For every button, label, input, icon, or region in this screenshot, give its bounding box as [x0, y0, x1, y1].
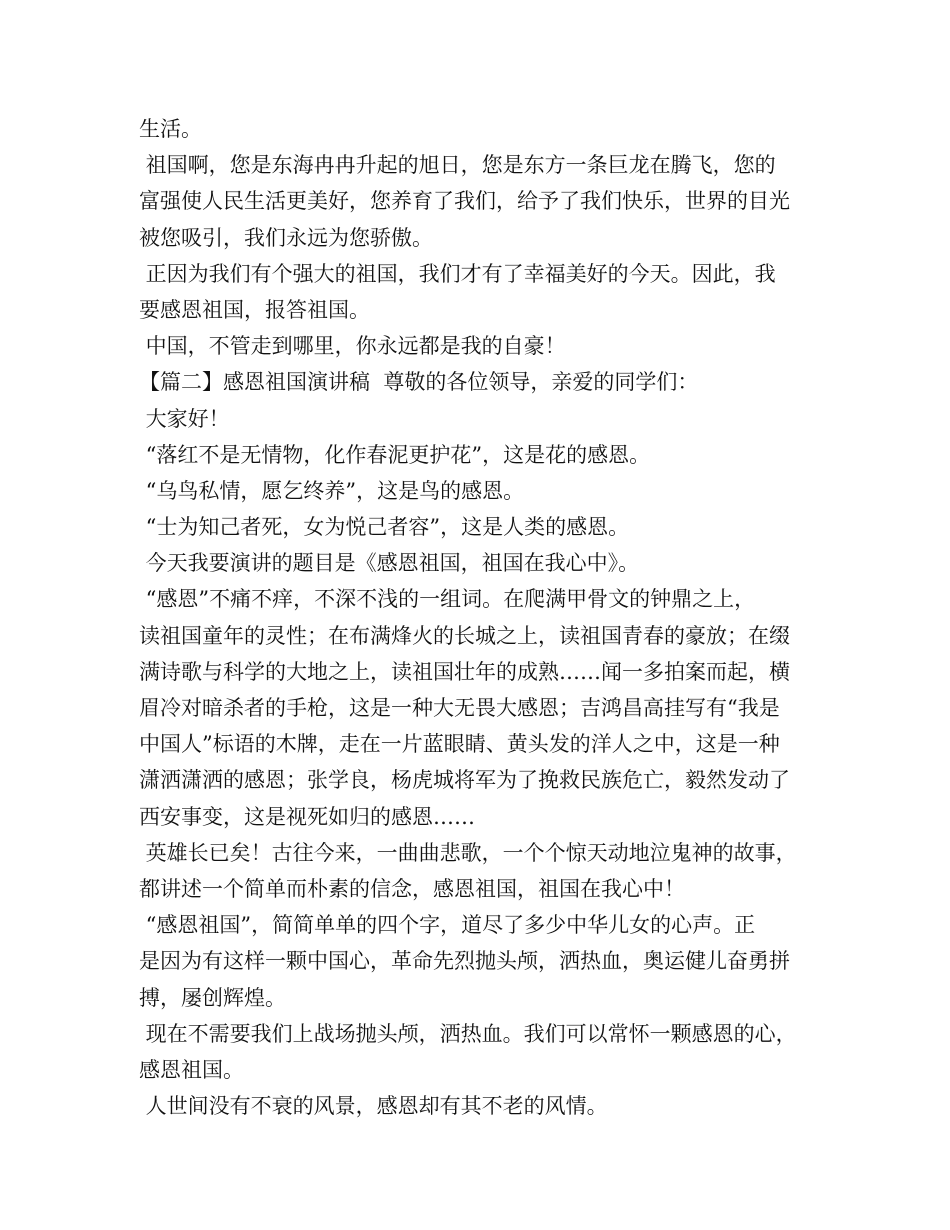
text-line: 中国人”标语的木牌，走在一片蓝眼睛、黄头发的洋人之中，这是一种	[139, 732, 780, 757]
text-line: “士为知己者死，女为悦己者容”，这是人类的感恩。	[139, 515, 630, 540]
text-line: 英雄长已矣！古往今来，一曲曲悲歌，一个个惊天动地泣鬼神的故事，	[139, 840, 797, 865]
section-heading-line: 【篇二】感恩祖国演讲稿 尊敬的各位领导，亲爱的同学们：	[139, 370, 699, 395]
text-line: 被您吸引，我们永远为您骄傲。	[139, 225, 433, 250]
text-line: 感恩祖国。	[139, 1057, 244, 1082]
text-line: 满诗歌与科学的大地之上，读祖国壮年的成熟……闻一多拍案而起，横	[139, 659, 790, 684]
text-line: 西安事变，这是视死如归的感恩……	[139, 804, 475, 829]
body-text	[139, 111, 829, 1124]
text-line: 读祖国童年的灵性；在布满烽火的长城之上，读祖国青春的豪放；在缀	[139, 623, 790, 648]
text-line: 要感恩祖国，报答祖国。	[139, 297, 370, 322]
text-line: “感恩祖国”，简简单单的四个字，道尽了多少中华儿女的心声。正	[139, 913, 756, 938]
text-line: 眉冷对暗杀者的手枪，这是一种大无畏大感恩；吉鸿昌高挂写有“我是	[139, 696, 780, 720]
text-line: 今天我要演讲的题目是《感恩祖国，祖国在我心中》。	[139, 551, 640, 576]
text-line: “落红不是无情物，化作春泥更护花”，这是花的感恩。	[139, 442, 651, 467]
text-line: 正因为我们有个强大的祖国，我们才有了幸福美好的今天。因此，我	[139, 261, 776, 286]
text-line: 祖国啊，您是东海冉冉升起的旭日，您是东方一条巨龙在腾飞，您的	[139, 153, 776, 178]
text-line: 大家好！	[139, 406, 230, 431]
text-line: 潇洒潇洒的感恩；张学良，杨虎城将军为了挽救民族危亡，毅然发动了	[139, 768, 790, 793]
text-line: “感恩”不痛不痒，不深不浅的一组词。在爬满甲骨文的钟鼎之上，	[139, 587, 756, 612]
text-line: 富强使人民生活更美好，您养育了我们，给予了我们快乐，世界的目光	[139, 189, 790, 214]
text-line: 是因为有这样一颗中国心，革命先烈抛头颅，洒热血，奥运健儿奋勇拼	[139, 949, 790, 974]
text-line: 搏，屡创辉煌。	[139, 985, 286, 1010]
text-line: “乌鸟私情，愿乞终养”，这是鸟的感恩。	[139, 478, 525, 503]
text-line: 生活。	[139, 117, 202, 141]
text-line: 人世间没有不衰的风景，感恩却有其不老的风情。	[139, 1094, 608, 1119]
text-line: 现在不需要我们上战场抛头颅，洒热血。我们可以常怀一颗感恩的心，	[139, 1021, 797, 1046]
text-line: 中国，不管走到哪里，你永远都是我的自豪！	[139, 334, 566, 359]
text-line: 都讲述一个简单而朴素的信念，感恩祖国，祖国在我心中！	[139, 876, 685, 901]
